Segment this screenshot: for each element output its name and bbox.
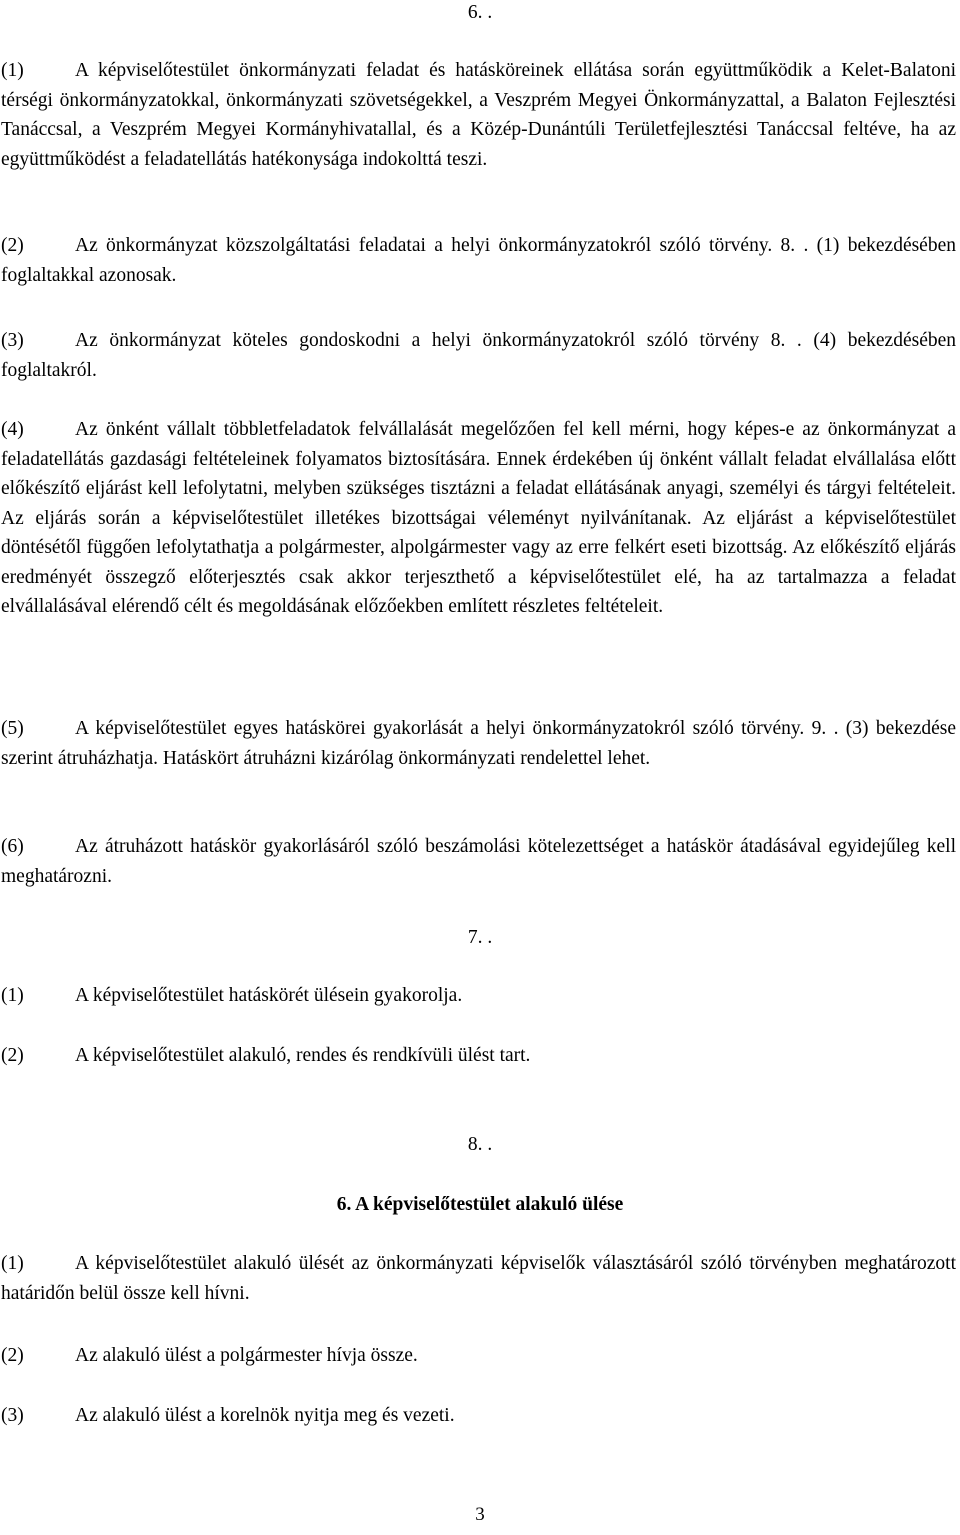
paragraph-number: (2)	[1, 235, 24, 256]
paragraph-text: A képviselőtestület alakuló, rendes és rendkívüli ülést tart.	[75, 1045, 531, 1066]
paragraph-number: (2)	[1, 1045, 24, 1066]
paragraph-number: (3)	[1, 1405, 24, 1426]
section-8-title: 6. A képviselőtestület alakuló ülése	[336, 1194, 624, 1215]
section-6-paragraph-2	[1, 231, 956, 290]
paragraph-number: (2)	[1, 1345, 24, 1366]
paragraph-number: (1)	[1, 60, 24, 81]
paragraph-text: Az önkormányzat köteles gondoskodni a helyi önkormányzatokról szóló törvény 8. . (4) bekezdésében foglaltakról.	[1, 330, 956, 381]
section-6-paragraph-1	[1, 56, 956, 174]
paragraph-text: A képviselőtestület egyes hatáskörei gyakorlását a helyi önkormányzatokról szóló törvény. 9. . (3) bekezdése szerint átruházhatja. Hatáskört átruházni kizárólag önkormányzati rendelettel lehet.	[1, 718, 956, 769]
section-8-paragraph-3	[1, 1401, 956, 1431]
section-6-paragraph-6	[1, 832, 956, 891]
section-7-paragraph-1	[1, 981, 956, 1011]
section-8-paragraph-1	[1, 1249, 956, 1308]
section-8-paragraph-2	[1, 1341, 956, 1371]
paragraph-text: Az átruházott hatáskör gyakorlásáról szóló beszámolási kötelezettséget a hatáskör átadásával egyidejűleg kell meghatározni.	[1, 836, 956, 887]
paragraph-number: (3)	[1, 330, 24, 351]
paragraph-text: Az önként vállalt többletfeladatok felvállalását megelőzően fel kell mérni, hogy képes-e az önkormányzat a feladatellátás gazdasági feltételeinek folyamatos biztosítására. Ennek érdekében új önként vállalt feladat elvállalása előtt előkészítő eljárást kell lefolytatni, melyben szükséges tisztázni a feladat ellátásának anyagi, személyi és tárgyi feltételeit. Az eljárás során a képviselőtestület illetékes bizottságai véleményt nyilvánítanak. Az eljárást a képviselőtestület döntésétől függően lefolytathatja a polgármester, alpolgármester vagy az erre felkért eseti bizottság. Az előkészítő eljárás eredményét összegző előterjesztés csak akkor terjeszthető a képviselőtestület elé, ha az tartalmazza a feladat elvállalásával elérendő célt és megoldásának előzőekben említett részletes feltételeit.	[1, 419, 956, 617]
page-number: 3	[475, 1504, 485, 1525]
section-6-paragraph-4	[1, 415, 956, 622]
paragraph-text: Az alakuló ülést a korelnök nyitja meg és vezeti.	[75, 1405, 455, 1426]
paragraph-number: (6)	[1, 836, 24, 857]
section-8-heading: 8. .	[467, 1134, 493, 1155]
paragraph-number: (4)	[1, 419, 24, 440]
section-6-paragraph-5	[1, 714, 956, 773]
paragraph-text: A képviselőtestület önkormányzati feladat és hatásköreinek ellátása során együttműködik a Kelet-Balatoni térségi önkormányzatokkal, önkormányzati szövetségekkel, a Veszprém Megyei Önkormányzattal, a Balaton Fejlesztési Tanáccsal, a Veszprém Megyei Kormányhivatallal, és a Közép-Dunántúli Területfejlesztési Tanáccsal feltéve, ha az együttműködést a feladatellátás hatékonysága indokolttá teszi.	[1, 60, 956, 170]
paragraph-text: Az önkormányzat közszolgáltatási feladatai a helyi önkormányzatokról szóló törvény. 8. . (1) bekezdésében foglaltakkal azonosak.	[1, 235, 956, 286]
paragraph-number: (5)	[1, 718, 24, 739]
section-7-heading: 7. .	[467, 927, 493, 948]
paragraph-number: (1)	[1, 985, 24, 1006]
paragraph-text: A képviselőtestület alakuló ülését az önkormányzati képviselők választásáról szóló törvényben meghatározott határidőn belül össze kell hívni.	[1, 1253, 956, 1304]
section-6-paragraph-3	[1, 326, 956, 385]
paragraph-number: (1)	[1, 1253, 24, 1274]
paragraph-text: Az alakuló ülést a polgármester hívja össze.	[75, 1345, 418, 1366]
paragraph-text: A képviselőtestület hatáskörét ülésein gyakorolja.	[75, 985, 463, 1006]
section-6-heading: 6. .	[467, 2, 493, 23]
section-7-paragraph-2	[1, 1041, 956, 1071]
